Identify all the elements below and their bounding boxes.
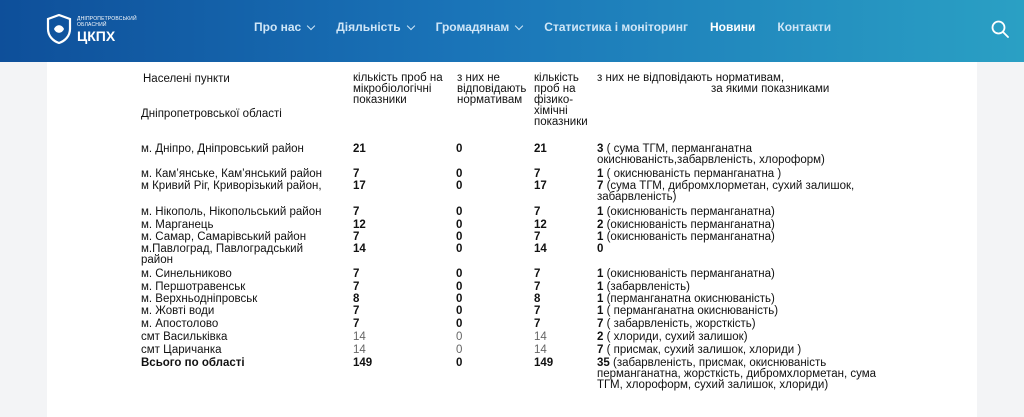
site-logo[interactable]	[46, 14, 139, 44]
nav-item-citizens[interactable]: Громадянам	[436, 20, 523, 34]
table-row-chem: 12	[534, 219, 547, 231]
table-row-reasons: 7 (сума ТГМ, дибромхлорметан, сухий залишок,	[597, 180, 855, 192]
header-micro: мікробіологічні	[353, 83, 432, 95]
nav-item-about[interactable]: Про нас	[254, 20, 314, 34]
header-micro: кількість проб на	[353, 72, 443, 84]
table-row-micro-fail: 0	[456, 331, 463, 343]
shield-logo-icon	[46, 14, 72, 44]
table-row-micro: 7	[353, 168, 360, 180]
table-row-micro: 14	[353, 344, 366, 356]
table-row-place: смт Царичанка	[141, 344, 222, 356]
table-row-chem: 21	[534, 143, 547, 155]
nav-item-activity[interactable]: Діяльність	[336, 20, 413, 34]
table-row-micro: 7	[353, 206, 360, 218]
table-row-micro-fail: 0	[456, 231, 463, 243]
chevron-down-icon	[307, 21, 315, 29]
header-region: Дніпропетровської області	[141, 108, 282, 120]
logo-subtitle: ДНІПРОПЕТРОВСЬКИЙ ОБЛАСНИЙ	[77, 15, 137, 28]
table-row-micro-fail: 0	[456, 168, 463, 180]
table-row-micro: 14	[353, 331, 366, 343]
table-row-chem: 7	[534, 318, 541, 330]
table-row-reasons: перманганатна, жорсткість, дибромхлорметан, сума	[597, 368, 877, 380]
search-icon[interactable]	[991, 20, 1009, 38]
table-row-micro: 14	[353, 243, 366, 255]
table-row-reasons: 2 ( хлориди, сухий залишок)	[597, 331, 748, 343]
table-row-micro: 17	[353, 180, 366, 192]
table-row-chem: 7	[534, 305, 541, 317]
header-settlements: Населені пункти	[143, 73, 230, 85]
table-row-reasons: 3 ( сума ТГМ, перманганатна	[597, 143, 752, 155]
table-row-micro-fail: 0	[456, 305, 463, 317]
table-row-reasons: ТГМ, хлороформ, сухий залишок, хлориди)	[597, 379, 829, 391]
table-row-place: м. Верхньодніпровськ	[141, 293, 258, 305]
table-row-place: смт Васильківка	[141, 331, 228, 343]
table-row-micro: 7	[353, 318, 360, 330]
chevron-down-icon	[515, 21, 523, 29]
logo-title: ЦКПХ	[77, 27, 116, 44]
table-row-place: м. Самар, Самарівський район	[141, 231, 307, 243]
table-row-place: м. Марганець	[141, 219, 214, 231]
table-row-micro-fail: 0	[456, 219, 463, 231]
table-row-reasons: 1 ( перманганатна окиснюваність)	[597, 305, 779, 317]
article-content	[47, 62, 977, 417]
table-row-micro-fail: 0	[456, 206, 463, 218]
table-row-micro-fail: 0	[456, 357, 463, 369]
table-row-micro-fail: 0	[456, 293, 463, 305]
table-row-place: район	[141, 254, 173, 266]
table-row-chem: 7	[534, 206, 541, 218]
table-row-reasons: 1 (забарвленість)	[597, 281, 690, 293]
table-row-reasons: 0	[597, 243, 604, 255]
table-row-chem: 14	[534, 344, 547, 356]
chevron-down-icon	[406, 21, 414, 29]
table-row-place: м. Апостолово	[141, 318, 219, 330]
table-row-chem: 8	[534, 293, 541, 305]
nav-item-statistics[interactable]: Статистика і моніторинг	[544, 20, 689, 34]
header-micro-fail: з них не	[457, 72, 500, 84]
nav-item-contacts[interactable]: Контакти	[777, 20, 832, 34]
table-row-micro: 149	[353, 357, 373, 369]
table-row-place: м. Кам’янське, Кам’янський район	[141, 168, 323, 180]
table-row-reasons: 35 (забарвленість, присмак, окиснюваність	[597, 357, 827, 369]
table-row-reasons: 7 ( присмак, сухий залишок, хлориди )	[597, 344, 802, 356]
table-row-micro-fail: 0	[456, 180, 463, 192]
table-row-place: м.Павлоград, Павлоградський	[141, 243, 303, 255]
table-row-reasons: 1 (окиснюваність перманганатна)	[597, 231, 775, 243]
table-row-chem: 14	[534, 243, 547, 255]
table-row-chem: 7	[534, 168, 541, 180]
table-row-micro: 8	[353, 293, 360, 305]
table-row-chem: 7	[534, 231, 541, 243]
table-row-reasons: окиснюваність,забарвленість, хлороформ)	[597, 154, 825, 166]
table-row-reasons: 2 (окиснюваність перманганатна)	[597, 219, 775, 231]
table-row-chem: 14	[534, 331, 547, 343]
table-row-micro: 7	[353, 305, 360, 317]
main-nav	[254, 20, 853, 34]
header-reasons: за якими показниками	[711, 83, 830, 95]
table-row-micro: 7	[353, 268, 360, 280]
header-micro-fail: нормативам	[457, 94, 523, 106]
table-row-chem: 7	[534, 281, 541, 293]
table-row-place: м Кривий Ріг, Криворізький район,	[141, 180, 322, 192]
table-row-chem: 17	[534, 180, 547, 192]
table-row-place: м. Синельниково	[141, 268, 232, 280]
table-row-micro: 21	[353, 143, 366, 155]
table-row-chem: 149	[534, 357, 554, 369]
site-header	[0, 0, 1024, 62]
header-reasons: з них не відповідають нормативам,	[597, 72, 785, 84]
table-row-reasons: 1 (перманганатна окиснюваність)	[597, 293, 775, 305]
table-row-micro-fail: 0	[456, 281, 463, 293]
header-micro: показники	[353, 94, 407, 106]
table-row-micro: 7	[353, 281, 360, 293]
table-row-micro: 7	[353, 231, 360, 243]
table-row-micro-fail: 0	[456, 318, 463, 330]
table-row-micro-fail: 0	[456, 344, 463, 356]
table-row-micro-fail: 0	[456, 243, 463, 255]
header-micro-fail: відповідають	[457, 83, 527, 95]
nav-item-news[interactable]: Новини	[710, 20, 756, 34]
table-row-reasons: 1 (окиснюваність перманганатна)	[597, 268, 775, 280]
header-chem: хімічні	[534, 105, 568, 117]
table-row-micro-fail: 0	[456, 143, 463, 155]
table-row-reasons: 1 ( окиснюваність перманганатна )	[597, 168, 782, 180]
table-row-place: м. Дніпро, Дніпровський район	[141, 143, 304, 155]
header-chem: проб на	[534, 83, 576, 95]
header-chem: фізико-	[534, 94, 574, 106]
table-row-micro: 12	[353, 219, 366, 231]
table-row-reasons: 7 ( забарвленість, жорсткість)	[597, 318, 756, 330]
header-chem: кількість	[534, 72, 579, 84]
table-row-place: м. Нікополь, Нікопольський район	[141, 206, 322, 218]
table-row-place: Всього по області	[141, 357, 245, 369]
table-row-place: м. Жовті води	[141, 305, 215, 317]
table-row-reasons: забарвленість)	[597, 191, 677, 203]
table-row-place: м. Першотравенськ	[141, 281, 246, 293]
table-row-chem: 7	[534, 268, 541, 280]
header-chem: показники	[534, 116, 588, 128]
table-row-reasons: 1 (окиснюваність перманганатна)	[597, 206, 775, 218]
table-row-micro-fail: 0	[456, 268, 463, 280]
